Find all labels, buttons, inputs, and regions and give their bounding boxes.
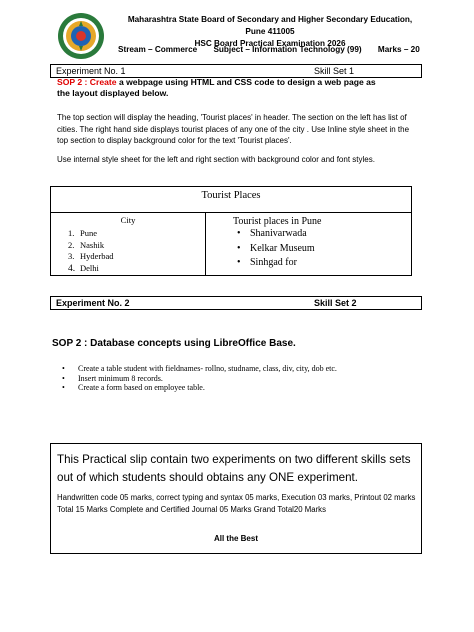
- city-heading: City: [120, 215, 136, 225]
- sop1-heading: [57, 77, 422, 99]
- task-item: • Create a table student with fieldnames- rollno, studname, class, div, city, dob etc.: [56, 364, 396, 374]
- stylesheet-paragraph: Use internal style sheet for the left and right section with background color and font styles.: [57, 155, 375, 164]
- sop2-heading: SOP 2 : Database concepts using LibreOffice Base.: [52, 338, 296, 349]
- exam-title: HSC Board Practical Examination 2026: [194, 39, 346, 48]
- bullet-icon: •: [237, 228, 241, 239]
- title-divider: [51, 212, 411, 213]
- skill-set1-label: Skill Set 1: [314, 66, 355, 76]
- place-item: [237, 256, 315, 271]
- section-divider: [205, 212, 206, 276]
- city-item: [68, 251, 114, 263]
- tourist-places-title: Tourist Places: [201, 190, 261, 201]
- city-item: [68, 240, 114, 252]
- place-item: [237, 242, 315, 257]
- stream-label: Stream – Commerce: [118, 45, 198, 54]
- city-name: Pune: [80, 228, 97, 238]
- sop1-line2: the layout displayed below.: [57, 88, 169, 98]
- experiment2-tasks: [56, 364, 396, 393]
- place-name: Kelkar Museum: [250, 242, 315, 254]
- sop1-prefix: SOP 2 : Create: [57, 77, 117, 87]
- place-name: Sinhgad for: [250, 257, 297, 268]
- task-item: • Insert minimum 8 records.: [56, 374, 396, 384]
- note-closing: All the Best: [213, 534, 258, 543]
- city-item: [68, 263, 114, 275]
- marks-label: Marks – 20: [377, 45, 420, 54]
- place-item: [237, 227, 315, 242]
- layout-diagram: [50, 186, 412, 276]
- bullet-icon: •: [237, 242, 241, 254]
- bullet-icon: •: [237, 257, 241, 268]
- city-item: [68, 228, 114, 240]
- city-number: 2.: [68, 239, 75, 250]
- city-number: 3.: [68, 251, 75, 261]
- city-name: Delhi: [80, 262, 99, 273]
- instructions-paragraph: The top section will display the heading, 'Tourist places' in header. The section on the left has list of cities. The right hand side displays tourist places of any one of the city . Use Inline style sheet in the top section to display background color for the text 'Tourist places'.: [57, 113, 410, 145]
- note-box: [50, 443, 422, 554]
- note-marks: Handwritten code 05 marks, correct typing and syntax 05 marks, Execution 03 marks, Printout 02 marks Total 15 Marks Complete and Certified Journal 05 Marks Grand Total20 Marks: [57, 493, 416, 514]
- experiment2-label: Experiment No. 2: [56, 298, 130, 308]
- city-number: 4.: [68, 263, 76, 274]
- city-name: Hyderbad: [80, 251, 114, 261]
- experiment2-bar: [50, 296, 422, 310]
- board-city: Pune 411005: [245, 27, 295, 36]
- subject-label: Subject – Information Technology (99): [213, 45, 362, 54]
- city-list: [68, 228, 114, 274]
- task-item: • Create a form based on employee table.: [56, 383, 396, 393]
- board-name: Maharashtra State Board of Secondary and Higher Secondary Education,: [127, 15, 413, 24]
- city-name: Nashik: [80, 239, 105, 250]
- place-name: Shanivarwada: [250, 228, 307, 239]
- city-number: 1.: [68, 228, 75, 238]
- skill-set2-label: Skill Set 2: [314, 298, 357, 308]
- stream-subject-marks: [118, 44, 438, 56]
- note-main: This Practical slip contain two experiments on two different skills sets out of which students should obtains any ONE experiment.: [57, 453, 411, 484]
- places-heading: Tourist places in Pune: [233, 216, 322, 227]
- board-logo: [57, 12, 105, 60]
- sop1-rest: a webpage using HTML and CSS code to design a web page as: [116, 77, 376, 87]
- places-list: [237, 227, 315, 271]
- experiment1-bar: [50, 64, 422, 78]
- experiment1-label: Experiment No. 1: [56, 66, 126, 76]
